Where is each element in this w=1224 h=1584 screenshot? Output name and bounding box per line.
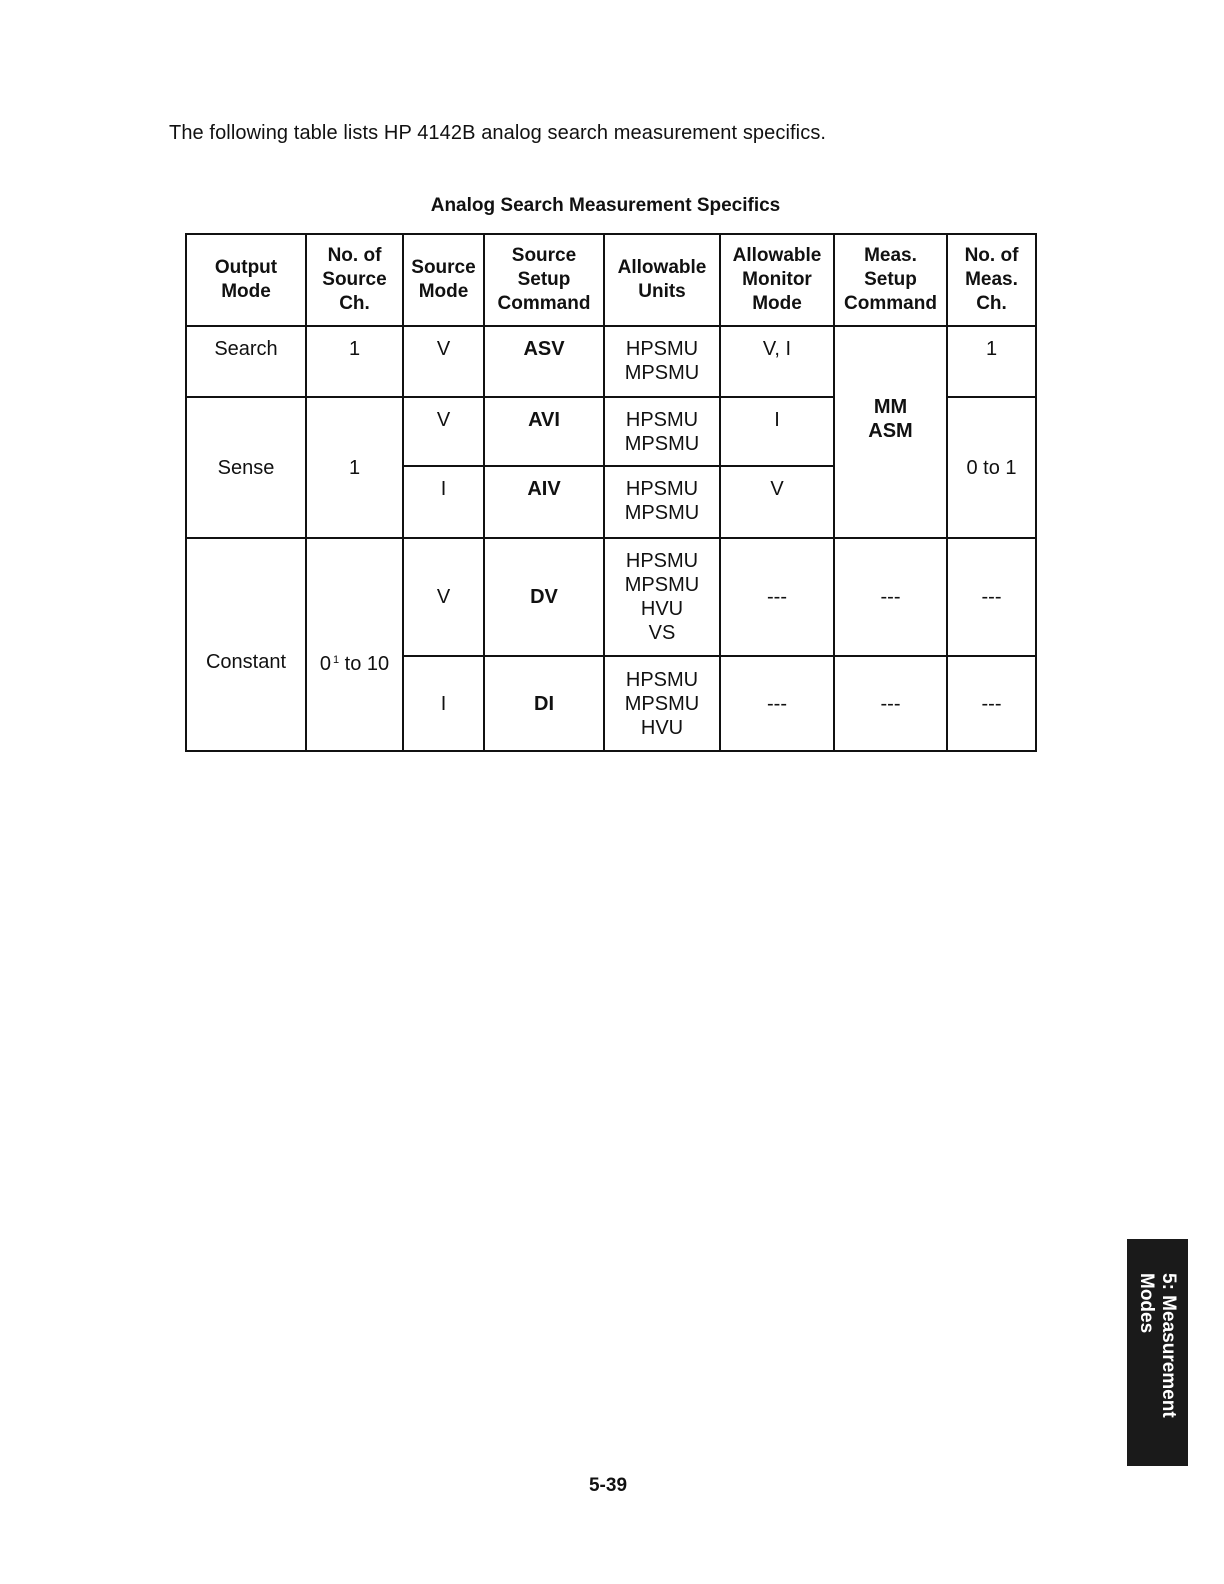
cell-meas-setup-mm-asm: MM ASM xyxy=(834,326,947,538)
cell-meas-ch-constant-v: --- xyxy=(947,538,1036,656)
page-number: 5-39 xyxy=(588,1475,628,1496)
header-output-mode: Output Mode xyxy=(186,234,306,326)
cell-meas-setup-constant-i: --- xyxy=(834,656,947,751)
cell-output-mode-search: Search xyxy=(186,326,306,397)
intro-paragraph: The following table lists HP 4142B analog search measurement specifics. xyxy=(169,122,827,144)
cell-command-aiv: AIV xyxy=(484,466,604,538)
cell-monitor-constant-i: --- xyxy=(720,656,834,751)
cell-command-avi: AVI xyxy=(484,397,604,466)
header-source-mode: Source Mode xyxy=(403,234,484,326)
table-row-constant-v xyxy=(186,538,1036,656)
table-row-search xyxy=(186,326,1036,397)
cell-source-ch-constant: 0 $^1$ to 10 xyxy=(306,538,403,751)
cell-monitor-constant-v: --- xyxy=(720,538,834,656)
table-title: Analog Search Measurement Specifics xyxy=(430,195,781,216)
cell-units-sense-v: HPSMU MPSMU xyxy=(604,397,720,466)
cell-source-mode-sense-i: I xyxy=(403,466,484,538)
cell-source-mode-sense-v: V xyxy=(403,397,484,466)
cell-monitor-search: V, I xyxy=(720,326,834,397)
header-no-of-meas-ch: No. of Meas. Ch. xyxy=(947,234,1036,326)
cell-monitor-sense-i: V xyxy=(720,466,834,538)
cell-output-mode-sense: Sense xyxy=(186,397,306,538)
cell-units-constant-v: HPSMU MPSMU HVU VS xyxy=(604,538,720,656)
header-source-setup-command: Source Setup Command xyxy=(484,234,604,326)
cell-units-sense-i: HPSMU MPSMU xyxy=(604,466,720,538)
cell-units-constant-i: HPSMU MPSMU HVU xyxy=(604,656,720,751)
cell-source-mode-search: V xyxy=(403,326,484,397)
cell-source-ch-search: 1 xyxy=(306,326,403,397)
cell-meas-ch-search: 1 xyxy=(947,326,1036,397)
header-allowable-monitor-mode: Allowable Monitor Mode xyxy=(720,234,834,326)
chapter-side-tab-label: 5: Measurement Modes xyxy=(1136,1273,1179,1418)
cell-meas-ch-sense: 0 to 1 xyxy=(947,397,1036,538)
cell-source-ch-sense: 1 xyxy=(306,397,403,538)
cell-source-mode-constant-i: I xyxy=(403,656,484,751)
cell-source-mode-constant-v: V xyxy=(403,538,484,656)
chapter-side-tab xyxy=(1127,1239,1188,1466)
cell-output-mode-constant: Constant xyxy=(186,538,306,751)
cell-meas-setup-constant-v: --- xyxy=(834,538,947,656)
header-allowable-units: Allowable Units xyxy=(604,234,720,326)
cell-command-asv: ASV xyxy=(484,326,604,397)
spec-table xyxy=(185,233,1037,752)
cell-units-search: HPSMU MPSMU xyxy=(604,326,720,397)
cell-command-dv: DV xyxy=(484,538,604,656)
header-row xyxy=(186,234,1036,326)
header-meas-setup-command: Meas. Setup Command xyxy=(834,234,947,326)
cell-monitor-sense-v: I xyxy=(720,397,834,466)
header-no-of-source-ch: No. of Source Ch. xyxy=(306,234,403,326)
cell-meas-ch-constant-i: --- xyxy=(947,656,1036,751)
footnote-marker: 1 xyxy=(332,653,340,666)
cell-command-di: DI xyxy=(484,656,604,751)
